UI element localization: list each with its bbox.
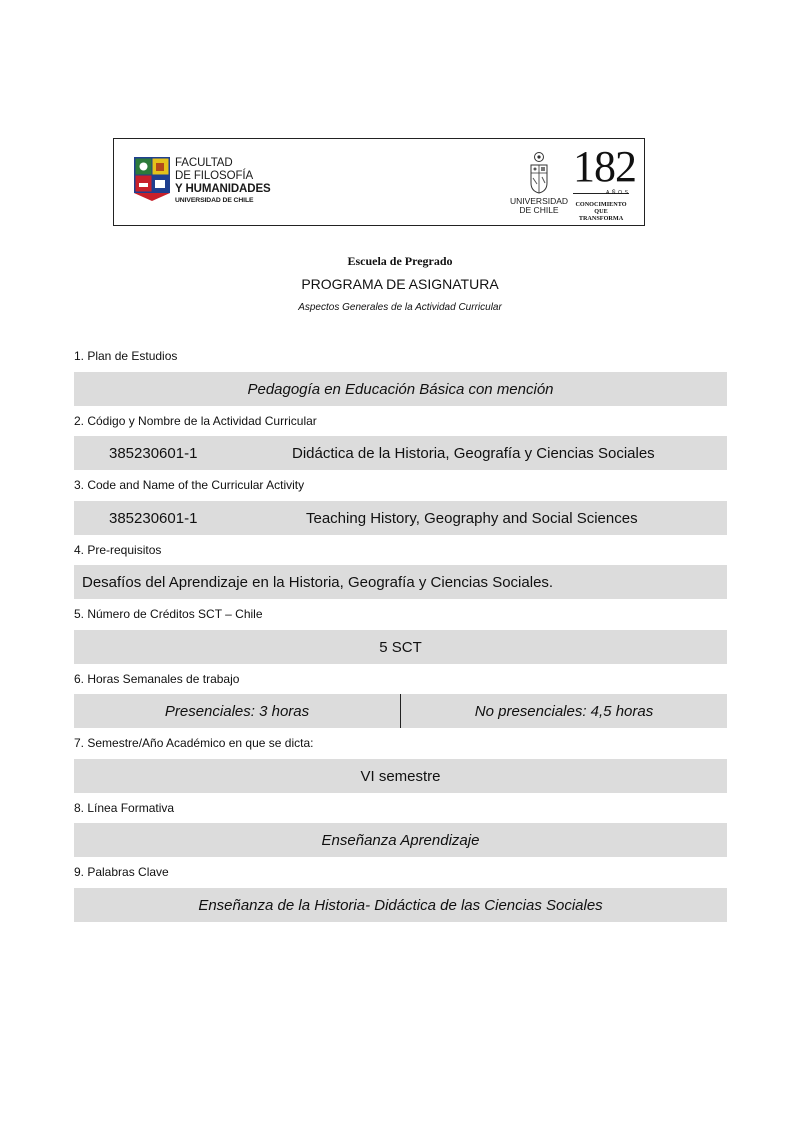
codigo-code: 385230601-1 xyxy=(109,444,198,462)
palabras-box xyxy=(74,888,727,922)
linea-value: Enseñanza Aprendizaje xyxy=(321,831,480,849)
faculty-shield-icon xyxy=(134,157,170,201)
university-name xyxy=(507,197,571,215)
horas-split xyxy=(74,694,727,728)
university-emblem-icon xyxy=(528,151,550,197)
university-line-2: DE CHILE xyxy=(519,205,559,215)
semestre-box xyxy=(74,759,727,793)
creditos-box xyxy=(74,630,727,664)
semestre-label: 7. Semestre/Año Académico en que se dicta: xyxy=(74,736,314,750)
anniversary-years: AÑOS xyxy=(606,190,631,196)
code-en-label: 3. Code and Name of the Curricular Activity xyxy=(74,478,305,492)
palabras-label: 9. Palabras Clave xyxy=(74,865,169,879)
faculty-line-1: FACULTAD xyxy=(175,157,233,169)
codigo-name: Didáctica de la Historia, Geografía y Ciencias Sociales xyxy=(292,444,655,462)
semestre-value: VI semestre xyxy=(360,767,441,785)
codigo-box xyxy=(74,436,727,470)
program-subtitle: Aspectos Generales de la Actividad Curricular xyxy=(298,302,502,313)
code-en-box xyxy=(74,501,727,535)
horas-box xyxy=(74,694,727,728)
plan-box xyxy=(74,372,727,406)
header-logo-box xyxy=(113,138,645,226)
linea-label: 8. Línea Formativa xyxy=(74,801,175,815)
faculty-line-4: UNIVERSIDAD DE CHILE xyxy=(175,197,254,204)
faculty-name xyxy=(175,157,271,206)
creditos-label: 5. Número de Créditos SCT – Chile xyxy=(74,607,263,621)
school-title: Escuela de Pregrado xyxy=(347,254,453,268)
linea-box xyxy=(74,823,727,857)
faculty-line-3: Y HUMANIDADES xyxy=(175,183,271,195)
horas-label: 6. Horas Semanales de trabajo xyxy=(74,672,240,686)
slogan-line-1: CONOCIMIENTO xyxy=(575,201,627,208)
code-en-name: Teaching History, Geography and Social Sciences xyxy=(306,509,638,527)
prereq-label: 4. Pre-requisitos xyxy=(74,543,162,557)
code-en-code: 385230601-1 xyxy=(109,509,198,527)
horas-presenciales: Presenciales: 3 horas xyxy=(164,702,310,720)
program-title: PROGRAMA DE ASIGNATURA xyxy=(301,276,499,292)
prereq-value: Desafíos del Aprendizaje en la Historia, Geografía y Ciencias Sociales. xyxy=(82,573,554,591)
anniversary-slogan xyxy=(573,201,629,222)
plan-label: 1. Plan de Estudios xyxy=(74,349,178,363)
anniversary-number: 182 xyxy=(573,142,636,191)
codigo-label: 2. Código y Nombre de la Actividad Curricular xyxy=(74,414,317,428)
slogan-line-2: QUE TRANSFORMA xyxy=(578,208,624,222)
faculty-line-2: DE FILOSOFÍA xyxy=(175,170,254,182)
university-line-1: UNIVERSIDAD xyxy=(509,196,569,206)
prereq-box xyxy=(74,565,727,599)
horas-no-presenciales: No presenciales: 4,5 horas xyxy=(474,702,654,720)
plan-value: Pedagogía en Educación Básica con mención xyxy=(247,380,554,398)
creditos-value: 5 SCT xyxy=(379,638,422,656)
palabras-value: Enseñanza de la Historia- Didáctica de las Ciencias Sociales xyxy=(198,896,603,914)
